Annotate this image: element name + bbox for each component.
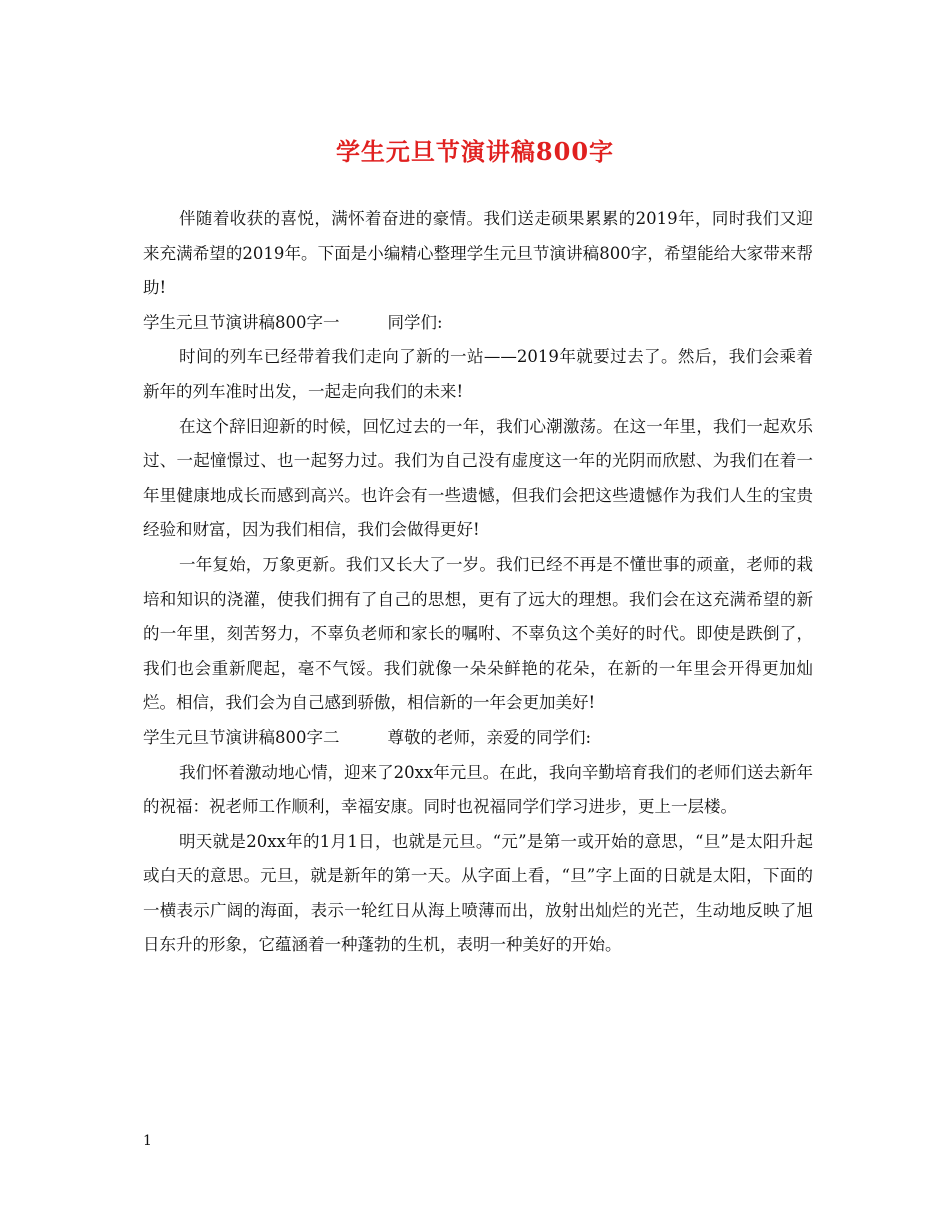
section-1-paragraph: 一年复始，万象更新。我们又长大了一岁。我们已经不再是不懂世事的顽童，老师的栽培和知识的浇灌，使我们拥有了自己的思想，更有了远大的理想。我们会在这充满希望的新的一年里，刻苦努力，不辜负老师和家长的嘱咐、不辜负这个美好的时代。即使是跌倒了，我们也会重新爬起，毫不气馁。我们就像一朵朵鲜艳的花朵，在新的一年里会开得更加灿烂。相信，我们会为自己感到骄傲，相信新的一年会更加美好! [143,554,813,713]
section-2-heading-line [143,721,813,756]
section-2-heading: 学生元旦节演讲稿800字二 [143,727,340,747]
section-1-paragraph: 时间的列车已经带着我们走向了新的一站——2019年就要过去了。然后，我们会乘着新年的列车准时出发，一起走向我们的未来! [143,347,813,401]
document-title: 学生元旦节演讲稿800字 [335,137,615,166]
document-body [143,202,813,963]
section-1-greeting: 同学们: [387,312,443,332]
section-2-paragraph: 明天就是20xx年的1月1日，也就是元旦。“元”是第一或开始的意思，“旦”是太阳升起或白天的意思。元旦，就是新年的第一天。从字面上看，“旦”字上面的日就是太阳，下面的一横表示广阔的海面，表示一轮红日从海上喷薄而出，放射出灿烂的光芒，生动地反映了旭日东升的形象，它蕴涵着一种蓬勃的生机，表明一种美好的开始。 [143,831,813,955]
intro-paragraph: 伴随着收获的喜悦，满怀着奋进的豪情。我们送走硕果累累的2019年，同时我们又迎来充满希望的2019年。下面是小编精心整理学生元旦节演讲稿800字，希望能给大家带来帮助! [143,209,813,298]
section-2-greeting: 尊敬的老师，亲爱的同学们: [387,727,592,747]
section-1-heading: 学生元旦节演讲稿800字一 [143,312,340,332]
section-1-paragraph: 在这个辞旧迎新的时候，回忆过去的一年，我们心潮激荡。在这一年里，我们一起欢乐过、一起憧憬过、也一起努力过。我们为自己没有虚度这一年的光阴而欣慰、为我们在着一年里健康地成长而感到高兴。也许会有一些遗憾，但我们会把这些遗憾作为我们人生的宝贵经验和财富，因为我们相信，我们会做得更好! [143,416,813,540]
page-number: 1 [143,1133,152,1149]
section-1-heading-line [143,306,813,341]
section-2-paragraph: 我们怀着激动地心情，迎来了20xx年元旦。在此，我向辛勤培育我们的老师们送去新年的祝福：祝老师工作顺利，幸福安康。同时也祝福同学们学习进步，更上一层楼。 [143,762,813,817]
